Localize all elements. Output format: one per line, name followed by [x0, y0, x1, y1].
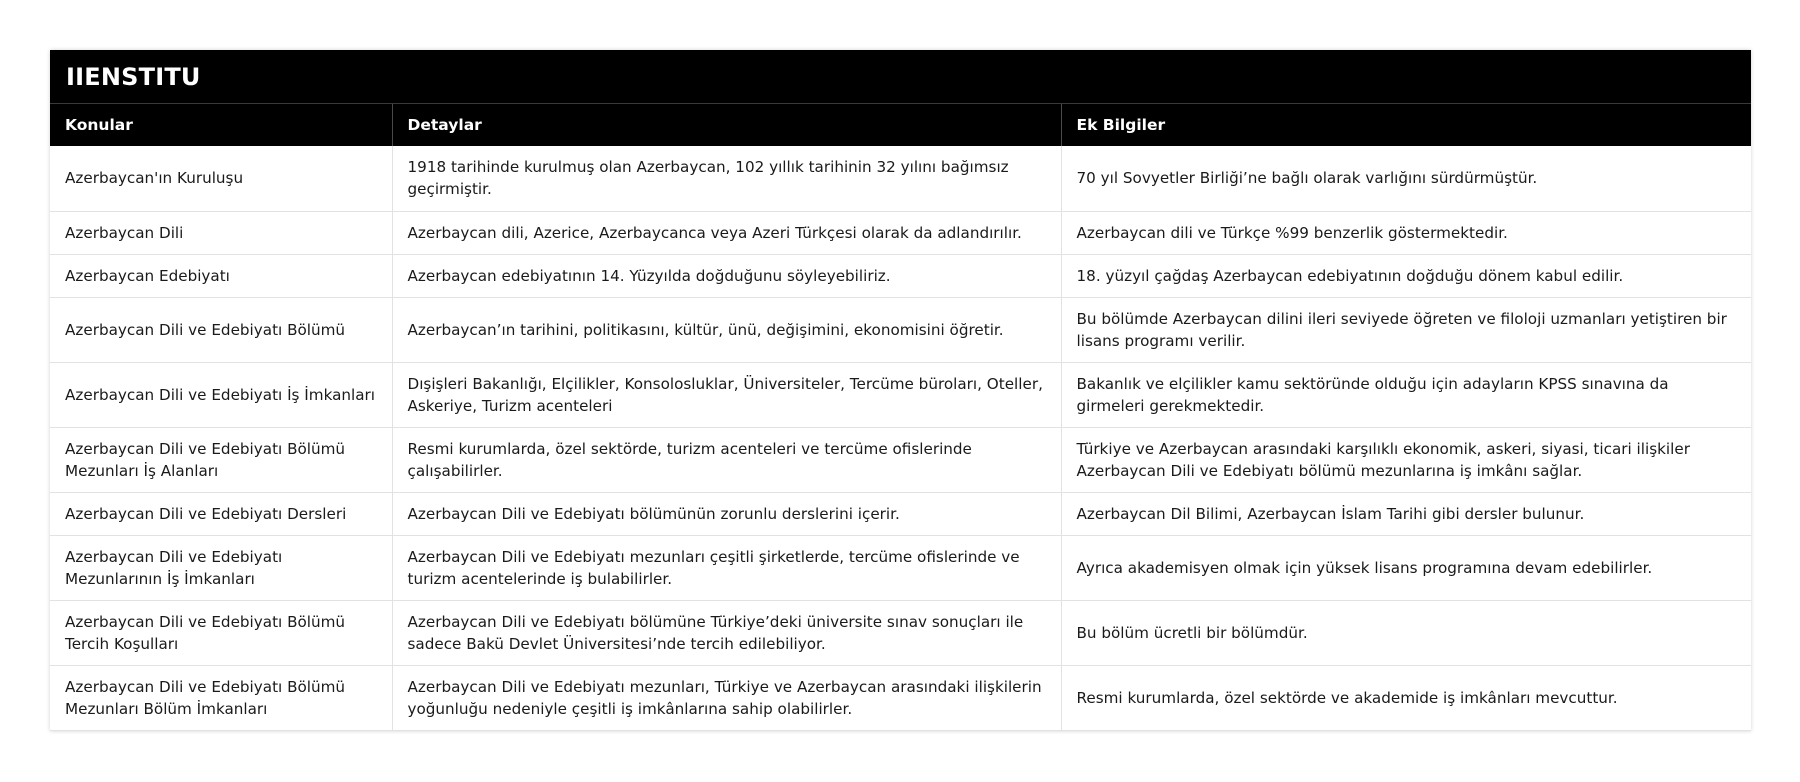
cell-detail: Azerbaycan dili, Azerice, Azerbaycanca veya Azeri Türkçesi olarak da adlandırılır. — [392, 211, 1061, 254]
header-ek-bilgiler: Ek Bilgiler — [1061, 104, 1751, 146]
cell-topic: Azerbaycan Dili ve Edebiyatı Mezunlarının İş İmkanları — [50, 535, 392, 600]
table-row — [50, 362, 1751, 427]
table-row — [50, 665, 1751, 730]
table-row — [50, 297, 1751, 362]
header-row — [50, 104, 1751, 146]
cell-extra: Azerbaycan dili ve Türkçe %99 benzerlik göstermektedir. — [1061, 211, 1751, 254]
cell-extra: Ayrıca akademisyen olmak için yüksek lisans programına devam edebilirler. — [1061, 535, 1751, 600]
header-konular: Konular — [50, 104, 392, 146]
table-row — [50, 254, 1751, 297]
table-row — [50, 146, 1751, 211]
cell-detail: Azerbaycan Dili ve Edebiyatı bölümünün zorunlu derslerini içerir. — [392, 492, 1061, 535]
cell-topic: Azerbaycan Dili ve Edebiyatı Dersleri — [50, 492, 392, 535]
cell-topic: Azerbaycan'ın Kuruluşu — [50, 146, 392, 211]
cell-topic: Azerbaycan Dili ve Edebiyatı Bölümü Mezunları İş Alanları — [50, 427, 392, 492]
cell-topic: Azerbaycan Dili ve Edebiyatı Bölümü — [50, 297, 392, 362]
cell-extra: Bakanlık ve elçilikler kamu sektöründe olduğu için adayların KPSS sınavına da girmeleri gerekmektedir. — [1061, 362, 1751, 427]
table-row — [50, 535, 1751, 600]
cell-extra: Resmi kurumlarda, özel sektörde ve akademide iş imkânları mevcuttur. — [1061, 665, 1751, 730]
cell-extra: Türkiye ve Azerbaycan arasındaki karşılıklı ekonomik, askeri, siyasi, ticari ilişkiler Azerbaycan Dili ve Edebiyatı bölümü mezunlarına iş imkânı sağlar. — [1061, 427, 1751, 492]
info-table — [50, 104, 1751, 731]
cell-extra: Azerbaycan Dil Bilimi, Azerbaycan İslam Tarihi gibi dersler bulunur. — [1061, 492, 1751, 535]
table-row — [50, 600, 1751, 665]
table-row — [50, 211, 1751, 254]
cell-detail: Azerbaycan Dili ve Edebiyatı mezunları çeşitli şirketlerde, tercüme ofislerinde ve turizm acentelerinde iş bulabilirler. — [392, 535, 1061, 600]
cell-extra: 70 yıl Sovyetler Birliği’ne bağlı olarak varlığını sürdürmüştür. — [1061, 146, 1751, 211]
cell-detail: 1918 tarihinde kurulmuş olan Azerbaycan, 102 yıllık tarihinin 32 yılını bağımsız geçirmiştir. — [392, 146, 1061, 211]
cell-detail: Azerbaycan Dili ve Edebiyatı bölümüne Türkiye’deki üniversite sınav sonuçları ile sadece Bakü Devlet Üniversitesi’nde tercih edilebiliyor. — [392, 600, 1061, 665]
table-row — [50, 492, 1751, 535]
table-body — [50, 146, 1751, 730]
cell-detail: Azerbaycan edebiyatının 14. Yüzyılda doğduğunu söyleyebiliriz. — [392, 254, 1061, 297]
cell-extra: Bu bölüm ücretli bir bölümdür. — [1061, 600, 1751, 665]
cell-topic: Azerbaycan Dili ve Edebiyatı İş İmkanları — [50, 362, 392, 427]
cell-topic: Azerbaycan Edebiyatı — [50, 254, 392, 297]
cell-extra: 18. yüzyıl çağdaş Azerbaycan edebiyatının doğduğu dönem kabul edilir. — [1061, 254, 1751, 297]
cell-detail: Azerbaycan Dili ve Edebiyatı mezunları, Türkiye ve Azerbaycan arasındaki ilişkilerin yoğunluğu nedeniyle çeşitli iş imkânlarına sahip olabilirler. — [392, 665, 1061, 730]
cell-topic: Azerbaycan Dili ve Edebiyatı Bölümü Tercih Koşulları — [50, 600, 392, 665]
cell-detail: Azerbaycan’ın tarihini, politikasını, kültür, ünü, değişimini, ekonomisini öğretir. — [392, 297, 1061, 362]
cell-detail: Resmi kurumlarda, özel sektörde, turizm acenteleri ve tercüme ofislerinde çalışabilirler. — [392, 427, 1061, 492]
content-table-card — [50, 50, 1751, 731]
table-row — [50, 427, 1751, 492]
table-header — [50, 104, 1751, 146]
cell-topic: Azerbaycan Dili — [50, 211, 392, 254]
cell-topic: Azerbaycan Dili ve Edebiyatı Bölümü Mezunları Bölüm İmkanları — [50, 665, 392, 730]
header-detaylar: Detaylar — [392, 104, 1061, 146]
cell-detail: Dışişleri Bakanlığı, Elçilikler, Konsolosluklar, Üniversiteler, Tercüme büroları, Oteller, Askeriye, Turizm acenteleri — [392, 362, 1061, 427]
cell-extra: Bu bölümde Azerbaycan dilini ileri seviyede öğreten ve filoloji uzmanları yetiştiren bir lisans programı verilir. — [1061, 297, 1751, 362]
brand-title: IIENSTITU — [50, 50, 1751, 104]
